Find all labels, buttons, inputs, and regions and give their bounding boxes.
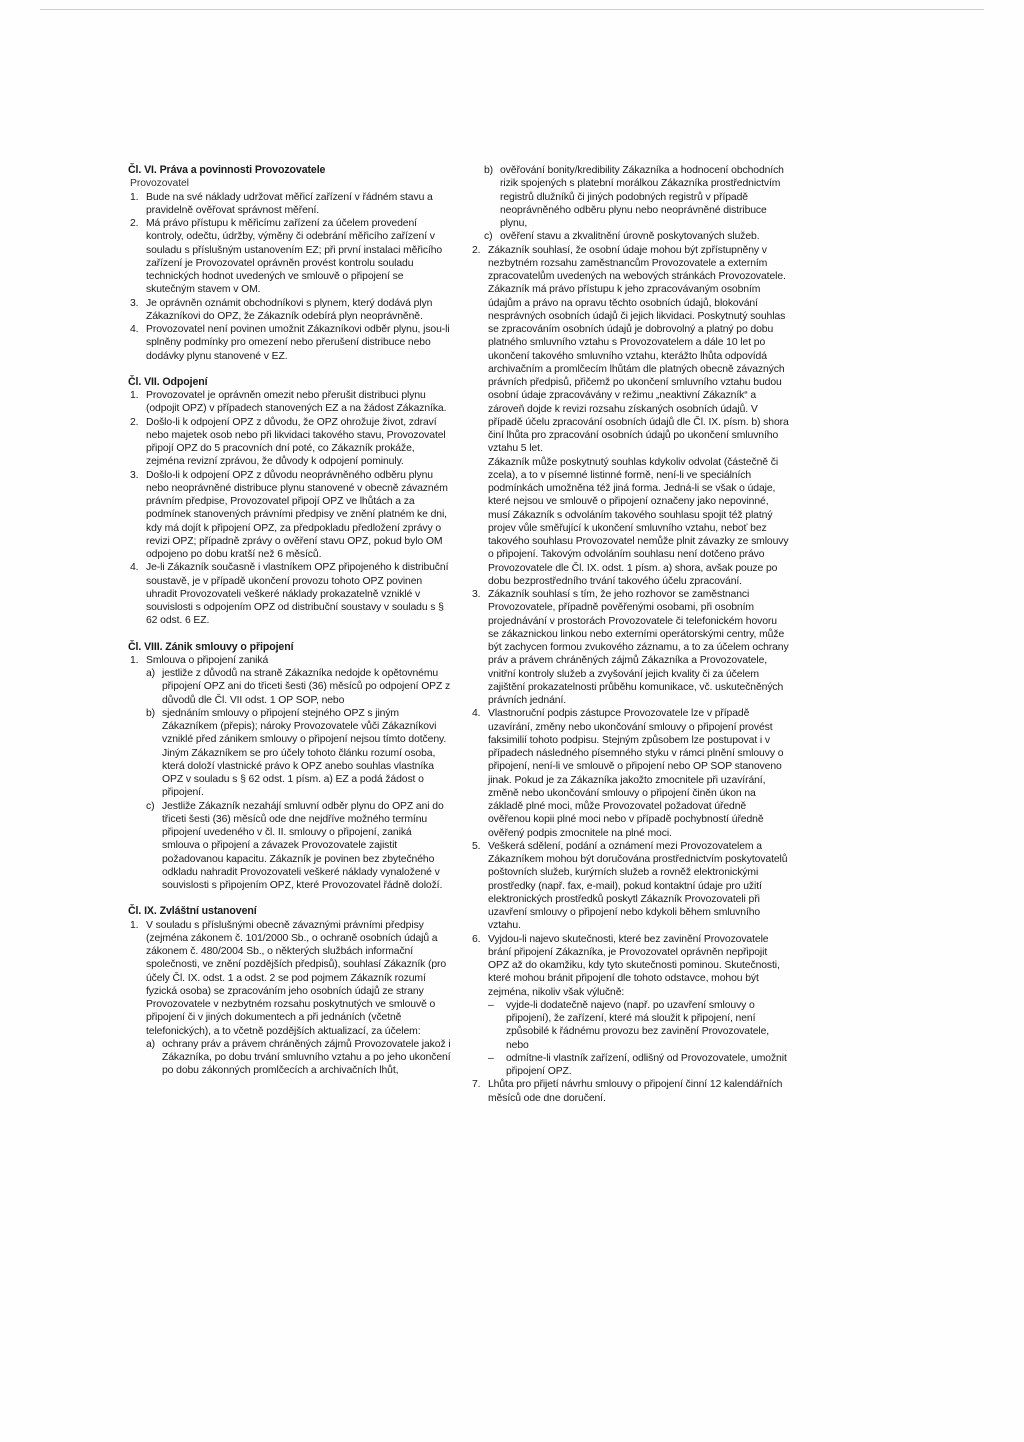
section-6-subheading: Provozovatel (130, 178, 189, 190)
section-7-item-3: 3. Došlo-li k odpojení OPZ z důvodu neoprávněného odběru plynu nebo neoprávněné distribuce plynu stanovené v obecně závazném právním předpise, Provozovatel připojí OPZ ve lhůtách a za podmínek stanovených právními předpisy ve znění platném ke dni, kdy má dojít k připojení OPZ, za předpokladu předložení zprávy o revizi OPZ; případně zprávy o ověření stavu OPZ, pokud bylo OM odpojeno po dobu kratší než 6 měsíců. (130, 469, 448, 560)
section-9-item-2: 2. Zákazník souhlasí, že osobní údaje mohou být zpřístupněny v nezbytném rozsahu zaměstnancům Provozovatele a externím zpracovatelům uvedených na webových stránkách Provozovatele. Zákazník má právo přístupu k jeho zpracovávaným osobním údajům a právo na opravu těchto osobních údajů, blokování nesprávných osobních údajů či jejich likvidaci. Poskytnutý souhlas se zpracováním osobních údajů je dobrovolný a platný po dobu platného smluvního vztahu s Provozovatelem a dále 10 let po ukončení takového smluvního vztahu, kterážto lhůta odpovídá archivačním a promlčecím lhůtám dle platných obecně závazných právních předpisů, přičemž po ukončení smluvního vztahu budou osobní údaje zpracovávány v režimu „neaktivní Zákazník“ a zároveň dojde k revizi rozsahu získaných osobních údajů. V případě účelu zpracování osobních údajů dle Čl. IX. písm. b) shora činí lhůta pro zpracování osobních údajů po ukončení smluvního vztahu 5 let. (472, 244, 789, 455)
section-8-item-1a: a) jestliže z důvodů na straně Zákazníka nedojde k opětovnému připojení OPZ ani do třiceti šesti (36) měsíců po odpojení OPZ z důvodů dle Čl. VII odst. 1 OP SOP, nebo (146, 668, 451, 706)
section-8-item-1b: b) sjednáním smlouvy o připojení stejného OPZ s jiným Zákazníkem (přepis); nároky Provozovatele vůči Zákazníkovi vzniklé před zánikem smlouvy o připojení nejsou tímto dotčeny. Jiným Zákazníkem se pro účely tohoto článku rozumí osoba, která doloží vlastnické právo k OPZ anebo souhlas vlastníka OPZ v souladu s § 62 odst. 1 písm. a) EZ a podá žádost o připojení. (146, 707, 447, 799)
section-6-item-4: 4. Provozovatel není povinen umožnit Zákazníkovi odběr plynu, jsou-li splněny podmínky pro omezení nebo přerušení distribuce nebo dodávky plynu stanovené v EZ. (130, 324, 450, 362)
section-9-item-1c: c) ověření stavu a zkvalitnění úrovně poskytovaných služeb. (484, 231, 760, 243)
section-8-item-1: 1. Smlouva o připojení zaniká (130, 654, 269, 666)
section-6-item-3: 3. Je oprávněn oznámit obchodníkovi s plynem, který dodává plyn Zákazníkovi do OPZ, že Zákazník odebírá plyn neoprávněně. (130, 297, 433, 322)
section-6-item-1: 1. Bude na své náklady udržovat měřicí zařízení v řádném stavu a pravidelně ověřovat správnost měření. (130, 191, 433, 216)
section-9-item-1a: a) ochrany práv a právem chráněných zájmů Provozovatele jakož i Zákazníka, po dobu trvání smluvního vztahu a po jeho ukončení po dobu zákonných promlčecích a archivačních lhůt, (146, 1038, 451, 1077)
section-9-item-1b: b) ověřování bonity/kredibility Zákazníka a hodnocení obchodních rizik spojených s platební morálkou Zákazníka prostřednictvím registrů dlužníků či jiných podobných registrů v případě neoprávněného odběru plynu nebo neoprávněné distribuce plynu, (484, 165, 784, 229)
section-9-item-1: 1. V souladu s příslušnými obecně závaznými právními předpisy (zejména zákonem č. 101/2000 Sb., o ochraně osobních údajů a zákonem č. 480/2004 Sb., o některých službách informační společnosti, ve znění pozdějších předpisů), souhlasí Zákazník (pro účely Čl. IX. odst. 1 a odst. 2 se pod pojmem Zákazník rozumí fyzická osoba) se zpracováním jeho osobních údajů ze strany Provozovatele v nezbytném rozsahu poskytnutých ve smlouvě o připojení či v jiných dokumentech a při jednáních (včetně telefonických), a to včetně pozdějších aktualizací, za účelem: (130, 919, 447, 1037)
left-column (130, 164, 452, 1078)
section-9-item-4: 4. Vlastnoruční podpis zástupce Provozovatele lze v případě uzavírání, změny nebo ukončování smlouvy o připojení provést faksimilií tohoto podpisu. Stejným způsobem lze postupovat i v případech následného písemného styku v rámci plnění smlouvy o připojení, není-li ve smlouvě o připojení nebo OP SOP stanoveno jinak. Pokud je za Zákazníka jakožto zmocnitele při uzavírání, změně nebo ukončování smlouvy o připojení činěn úkon na základě plné moci, může Provozovatel požadovat úředně ověřenou kopii plné moci nebo v případě pochybností úředně ověřený podpis zmocnitele na plné moci. (472, 708, 784, 839)
section-9-item-3: 3. Zákazník souhlasí s tím, že jeho rozhovor se zaměstnanci Provozovatele, případně pověřenými osobami, při osobním projednávání v prostorách Provozovatele či telefonickém hovoru se zákaznickou linkou nebo externími operátorskými centry, může být zachycen formou zvukového záznamu, a to za účelem ochrany práv a právem chráněných zájmů Zákazníka a Provozovatele, vnitřní kontroly služeb a zvyšování jejich kvality či za účelem zajištění prokazatelnosti průběhu komunikace, vč. uskutečněných právních jednání. (472, 589, 789, 706)
section-7-item-2: 2. Došlo-li k odpojení OPZ z důvodu, že OPZ ohrožuje život, zdraví nebo majetek osob nebo při likvidaci takového stavu, Provozovatel připojí OPZ do 5 pracovních dní poté, co Zákazník prokáže, zejména revizní zprávou, že důvody k odpojení pominuly. (130, 416, 446, 468)
scan-edge-line (40, 9, 984, 10)
section-9-item-2-continued: Zákazník může poskytnutý souhlas kdykoliv odvolat (částečně či zcela), a to v písemné listinné formě, není-li ve speciálních podmínkách umožněna též jiná forma. Jedná-li se však o údaje, které nejsou ve smlouvě o připojení označeny jako nepovinné, musí Zákazník s odvoláním takového souhlasu spojit též platný projev vůle směřující k ukončení smluvního vztahu, neboť bez takového souhlasu Provozovatel nemůže plnit závazky ze smlouvy o připojení. Takovým odvoláním souhlasu není dotčeno právo Provozovatele dle Čl. IX. odst. 1 písm. a) shora, avšak pouze po dobu bezprostředního trvání takového účelu zpracování. (488, 456, 789, 587)
section-9-item-6: 6. Vyjdou-li najevo skutečnosti, které bez zavinění Provozovatele brání připojení Zákazníka, je Provozovatel oprávněn nepřipojit OPZ až do okamžiku, kdy tyto skutečnosti pominou. Skutečnosti, které mohou bránit připojení dle tohoto odstavce, mohou být zejména, nikoliv však výlučně: (472, 933, 780, 998)
section-7-item-4: 4. Je-li Zákazník současně i vlastníkem OPZ připojeného k distribuční soustavě, je v případě ukončení provozu tohoto OPZ povinen uhradit Provozovateli veškeré náklady prokazatelně vzniklé v souvislosti s odpojením OPZ od distribuční soustavy v souladu s § 62 odst. 6 EZ. (130, 562, 449, 627)
section-9-item-7: 7. Lhůta pro přijetí návrhu smlouvy o připojení činní 12 kalendářních měsíců ode dne doručení. (472, 1079, 783, 1104)
section-9-item-5: 5. Veškerá sdělení, podání a oznámení mezi Provozovatelem a Zákazníkem mohou být doručována prostřednictvím poskytovatelů poštovních služeb, kurýrních služeb a rovněž elektronickými prostředky (např. fax, e-mail), pokud kontaktní údaje pro užití elektronických prostředků poskytl Zákazník Provozovateli při uzavření smlouvy o připojení nebo kdykoli během smluvního vztahu. (472, 840, 788, 932)
section-6-heading: Čl. VI. Práva a povinnosti Provozovatele (128, 164, 326, 176)
section-7-item-1: 1. Provozovatel je oprávněn omezit nebo přerušit distribuci plynu (odpojit OPZ) v případech stanovených EZ a na žádost Zákazníka. (130, 390, 447, 415)
section-7-heading: Čl. VII. Odpojení (128, 375, 208, 388)
section-8-heading: Čl. VIII. Zánik smlouvy o připojení (128, 640, 294, 653)
section-9-item-6-dash-2: – odmítne-li vlastník zařízení, odlišný od Provozovatele, umožnit připojení OPZ. (488, 1052, 787, 1077)
section-9-item-6-dash-1: – vyjde-li dodatečně najevo (např. po uzavření smlouvy o připojení), že zařízení, které má sloužit k připojení, není způsobilé k řádnému provozu bez zavinění Provozovatele, nebo (488, 999, 770, 1051)
section-9-heading: Čl. IX. Zvláštní ustanovení (128, 905, 257, 918)
section-6-item-2: 2. Má právo přístupu k měřicímu zařízení za účelem provedení kontroly, odečtu, údržby, výměny či odebrání měřicího zařízení v souladu s příslušným ustanovením EZ; při první instalaci měřicího zařízení je Provozovatel oprávněn provést kontrolu souladu technických hodnot uvedených ve smlouvě o připojení se skutečným stavem v OM. (130, 218, 443, 296)
right-column (472, 164, 790, 1105)
section-8-item-1c: c) Jestliže Zákazník nezahájí smluvní odběr plynu do OPZ ani do třiceti šesti (36) měsíců ode dne nejdříve možného termínu připojení uvedeného v čl. II. smlouvy o připojení, zaniká smlouva o připojení a závazek Provozovatele zajistit požadovanou kapacitu. Zákazník je povinen bez zbytečného odkladu nahradit Provozovateli veškeré náklady vynaložené v souvislosti s připojením OPZ, které Provozovatel řádně doloží. (146, 800, 444, 891)
